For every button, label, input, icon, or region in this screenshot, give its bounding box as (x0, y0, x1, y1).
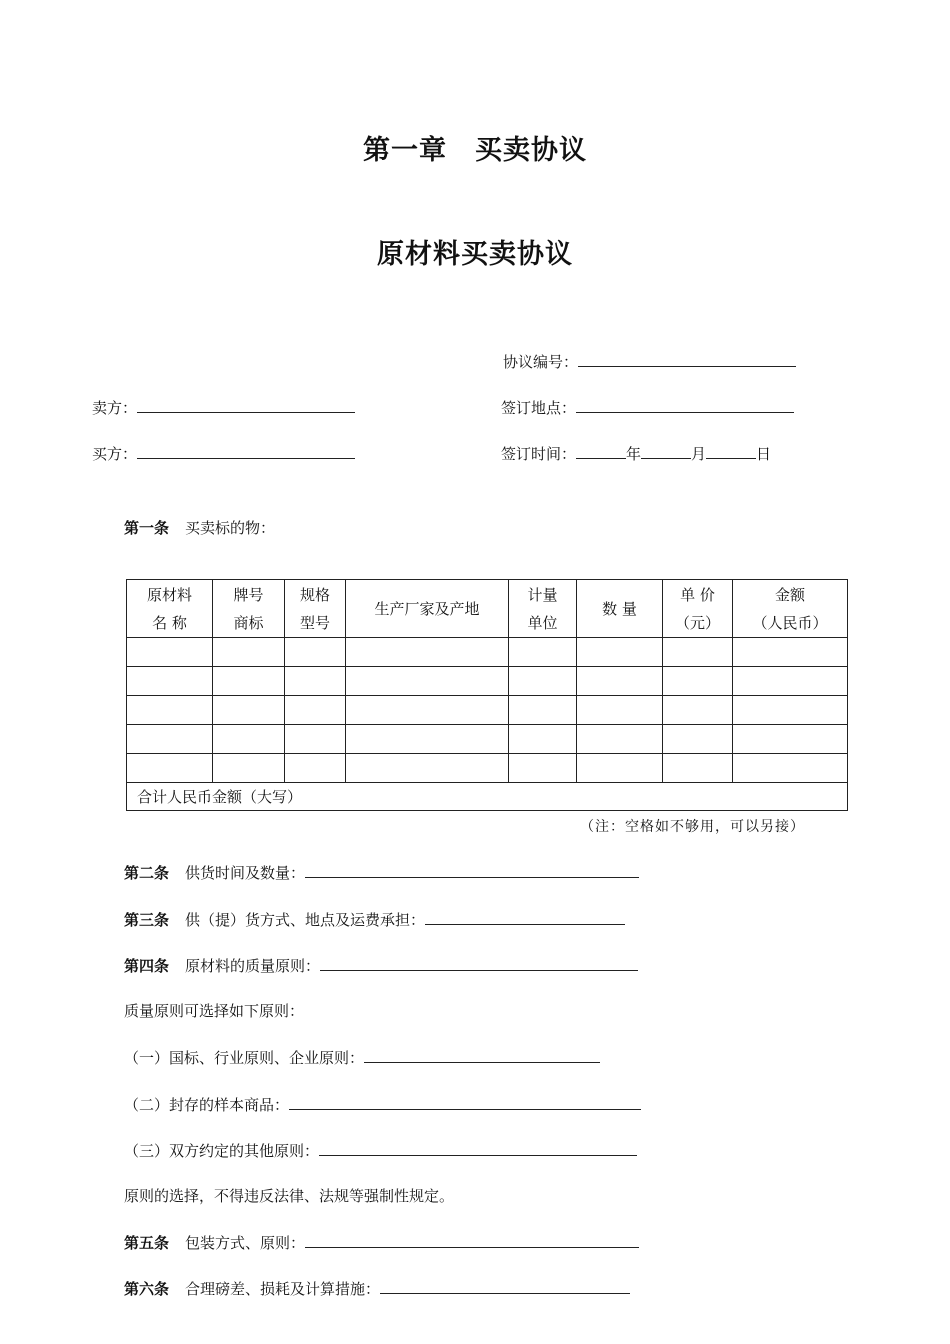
total-amount-cell[interactable]: 合计人民币金额（大写） (127, 783, 848, 811)
table-cell[interactable] (733, 667, 848, 696)
agreement-number-field (503, 350, 796, 373)
table-cell[interactable] (663, 754, 733, 783)
month-label: 月 (691, 445, 707, 463)
seller-blank (137, 396, 355, 413)
signing-time-label: 签订时间： (501, 445, 577, 463)
signing-time-field (501, 442, 771, 465)
table-cell[interactable] (213, 667, 285, 696)
table-row (127, 754, 848, 783)
table-row (127, 696, 848, 725)
day-label: 日 (756, 445, 772, 463)
buyer-label: 买方： (92, 445, 138, 463)
quality-option-1-blank (364, 1046, 600, 1063)
article-2-text: 供货时间及数量： (185, 864, 306, 882)
quality-option-1 (124, 1046, 600, 1069)
table-cell[interactable] (577, 754, 663, 783)
article-3 (124, 908, 625, 931)
table-cell[interactable] (577, 667, 663, 696)
table-cell[interactable] (127, 667, 213, 696)
table-cell[interactable] (213, 754, 285, 783)
table-cell[interactable] (663, 696, 733, 725)
materials-table (126, 579, 848, 811)
article-3-text: 供（提）货方式、地点及运费承担： (185, 911, 426, 929)
table-cell[interactable] (509, 667, 577, 696)
article-2-label: 第二条 (124, 864, 170, 882)
year-blank (576, 442, 626, 459)
header-material-name: 原材料 名 称 (127, 580, 213, 638)
quality-option-2-text: （二）封存的样本商品： (124, 1096, 290, 1114)
table-cell[interactable] (733, 754, 848, 783)
article-5-label: 第五条 (124, 1234, 170, 1252)
day-blank (706, 442, 756, 459)
buyer-blank (137, 442, 355, 459)
table-row (127, 667, 848, 696)
table-cell[interactable] (733, 725, 848, 754)
header-brand: 牌号 商标 (213, 580, 285, 638)
article-4-text: 原材料的质量原则： (185, 957, 321, 975)
header-manufacturer: 生产厂家及产地 (346, 580, 509, 638)
table-cell[interactable] (509, 696, 577, 725)
month-blank (641, 442, 691, 459)
article-5 (124, 1231, 639, 1254)
table-cell[interactable] (127, 696, 213, 725)
header-unit: 计量 单位 (509, 580, 577, 638)
agreement-number-label: 协议编号： (503, 353, 579, 371)
table-cell[interactable] (577, 638, 663, 667)
table-cell[interactable] (577, 725, 663, 754)
quality-option-3-blank (319, 1139, 637, 1156)
table-total-row (127, 783, 848, 811)
table-cell[interactable] (285, 696, 346, 725)
table-cell[interactable] (213, 696, 285, 725)
signing-place-label: 签订地点： (501, 399, 577, 417)
article-3-blank (425, 908, 625, 925)
article-2 (124, 861, 639, 884)
table-cell[interactable] (213, 638, 285, 667)
quality-intro: 质量原则可选择如下原则： (124, 1002, 305, 1020)
table-row (127, 725, 848, 754)
document-title: 原材料买卖协议 (377, 239, 573, 270)
table-cell[interactable] (285, 725, 346, 754)
table-cell[interactable] (663, 667, 733, 696)
article-4-label: 第四条 (124, 957, 170, 975)
header-unit-price: 单 价 （元） (663, 580, 733, 638)
seller-label: 卖方： (92, 399, 138, 417)
article-4-blank (320, 954, 638, 971)
quality-option-2 (124, 1093, 641, 1116)
header-spec: 规格 型号 (285, 580, 346, 638)
article-2-blank (305, 861, 639, 878)
header-quantity: 数 量 (577, 580, 663, 638)
table-cell[interactable] (733, 696, 848, 725)
article-6-label: 第六条 (124, 1280, 170, 1298)
seller-field (92, 396, 355, 419)
table-cell[interactable] (346, 696, 509, 725)
quality-option-3-text: （三）双方约定的其他原则： (124, 1142, 320, 1160)
table-cell[interactable] (346, 754, 509, 783)
chapter-title: 第一章 买卖协议 (363, 135, 587, 166)
table-cell[interactable] (127, 754, 213, 783)
table-cell[interactable] (127, 638, 213, 667)
article-1-label: 第一条 (124, 519, 170, 537)
table-row (127, 638, 848, 667)
table-cell[interactable] (213, 725, 285, 754)
article-1-text: 买卖标的物： (185, 519, 276, 537)
table-cell[interactable] (509, 725, 577, 754)
quality-note: 原则的选择，不得违反法律、法规等强制性规定。 (124, 1187, 455, 1205)
table-cell[interactable] (733, 638, 848, 667)
article-6-blank (380, 1277, 630, 1294)
article-6 (124, 1277, 630, 1300)
table-cell[interactable] (663, 725, 733, 754)
table-cell[interactable] (509, 754, 577, 783)
article-6-text: 合理磅差、损耗及计算措施： (185, 1280, 381, 1298)
table-cell[interactable] (285, 754, 346, 783)
table-cell[interactable] (285, 638, 346, 667)
agreement-number-blank (578, 350, 796, 367)
quality-option-2-blank (289, 1093, 641, 1110)
table-header-row (127, 580, 848, 638)
article-5-text: 包装方式、原则： (185, 1234, 306, 1252)
table-note: （注：空格如不够用，可以另接） (580, 819, 805, 835)
signing-place-blank (576, 396, 794, 413)
table-cell[interactable] (577, 696, 663, 725)
buyer-field (92, 442, 355, 465)
quality-option-3 (124, 1139, 637, 1162)
table-cell[interactable] (285, 667, 346, 696)
table-cell[interactable] (346, 638, 509, 667)
article-4 (124, 954, 638, 977)
table-cell[interactable] (127, 725, 213, 754)
article-1 (124, 517, 275, 539)
table-cell[interactable] (346, 667, 509, 696)
table-cell[interactable] (509, 638, 577, 667)
year-label: 年 (626, 445, 642, 463)
table-cell[interactable] (346, 725, 509, 754)
article-5-blank (305, 1231, 639, 1248)
header-amount: 金额 （人民币） (733, 580, 848, 638)
table-cell[interactable] (663, 638, 733, 667)
quality-option-1-text: （一）国标、行业原则、企业原则： (124, 1049, 365, 1067)
article-3-label: 第三条 (124, 911, 170, 929)
signing-place-field (501, 396, 794, 419)
